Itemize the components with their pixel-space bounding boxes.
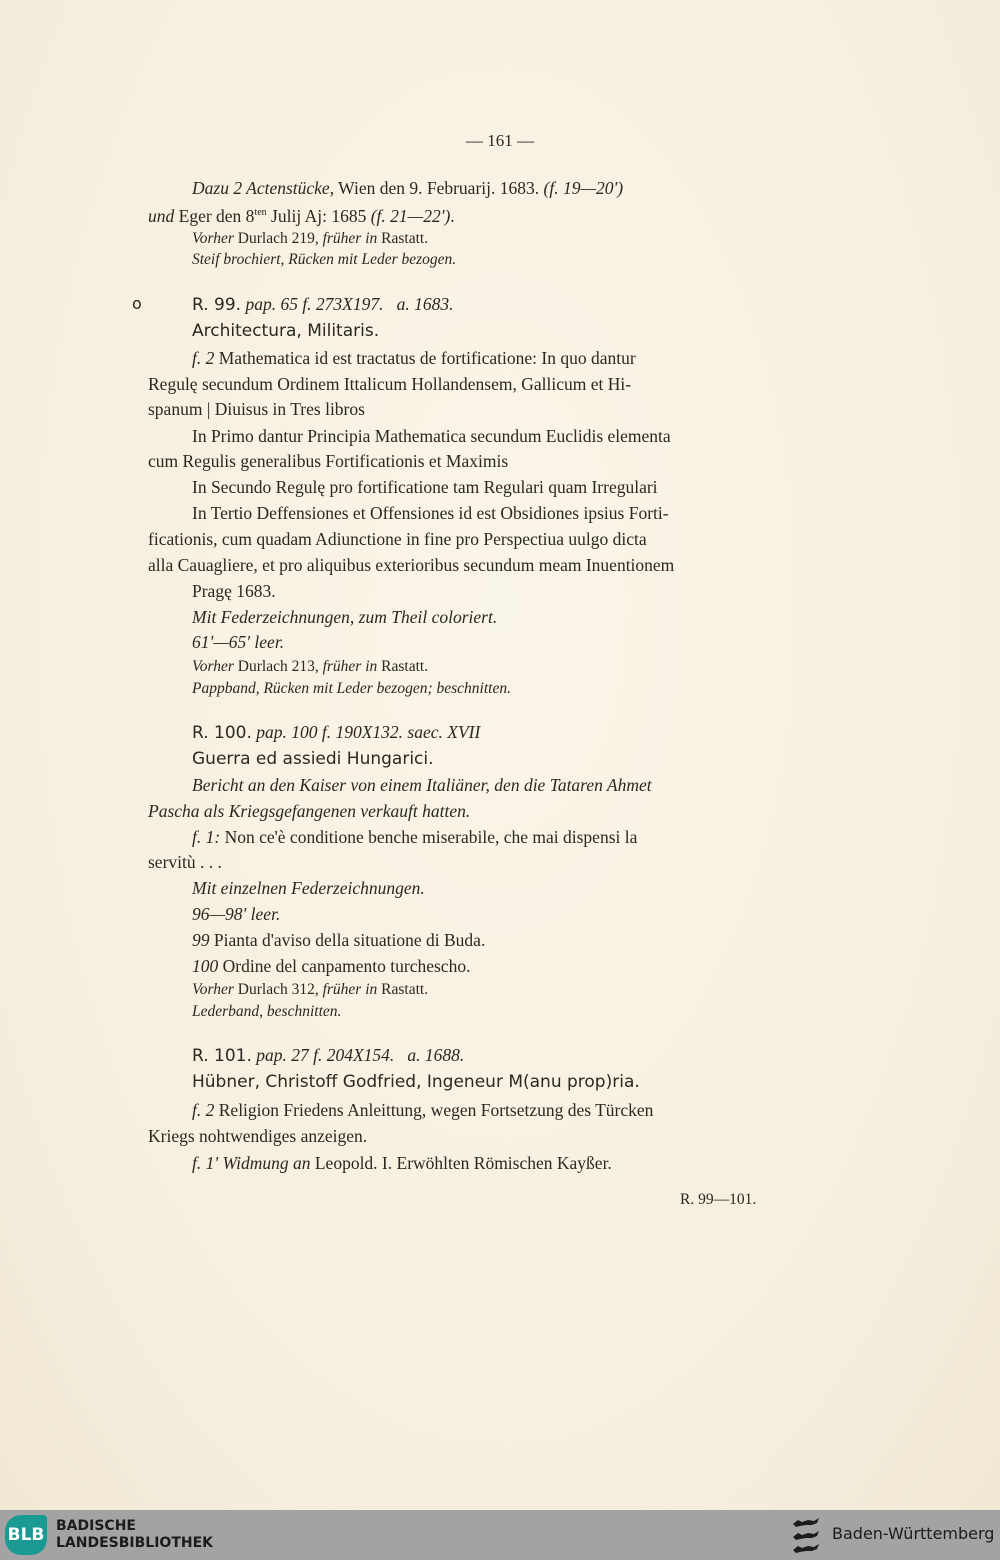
- lions-coat-of-arms-icon: [790, 1515, 822, 1555]
- entry-incipit: [192, 826, 637, 848]
- page-number: — 161 —: [466, 131, 534, 150]
- text-italic: Vorher: [192, 230, 234, 247]
- entry-note: Mit Federzeichnungen, zum Theil coloriert.: [192, 607, 498, 627]
- folio-ref: f. 2: [192, 348, 215, 368]
- entry-text-line: In Tertio Deffensiones et Offensiones id est Obsidiones ipsius Forti-: [192, 503, 669, 523]
- entry-text-line: Regulę secundum Ordinem Ittalicum Hollandensem, Gallicum et Hi-: [148, 374, 632, 394]
- margin-mark: o: [132, 294, 142, 313]
- provenance-line: [192, 979, 428, 1001]
- blb-line-2: LANDESBIBLIOTHEK: [56, 1535, 214, 1551]
- baden-wuerttemberg-wordmark[interactable]: Baden-Württemberg: [832, 1524, 995, 1543]
- entry-meta: pap. 65 f. 273X197. a. 1683.: [245, 294, 454, 314]
- entry-text-line: [192, 1099, 653, 1121]
- folio-ref: 100: [192, 956, 219, 976]
- text-italic: Dazu 2 Actenstücke: [192, 178, 330, 198]
- text: Rastatt.: [377, 230, 429, 247]
- binding-line: Steif brochiert, Rücken mit Leder bezogen.: [192, 251, 457, 268]
- continuation-line-2: [148, 202, 455, 227]
- text-italic: (f. 19—20'): [543, 178, 624, 198]
- entry-header-r100: [192, 721, 480, 744]
- entry-note: 96—98' leer.: [192, 904, 281, 924]
- superscript: ten: [254, 207, 267, 218]
- entry-text-line: ficationis, cum quadam Adiunctione in fine pro Perspectiua uulgo dicta: [148, 529, 647, 549]
- folio-ref: f. 1:: [192, 827, 221, 847]
- entry-title: Hübner, Christoff Godfried, Ingeneur M(anu prop)ria.: [192, 1072, 640, 1092]
- text: Mathematica id est tractatus de fortificatione: In quo dantur: [214, 348, 636, 368]
- binding-line: Pappband, Rücken mit Leder bezogen; beschnitten.: [192, 680, 511, 697]
- text: .: [450, 205, 455, 226]
- entry-text-line: Kriegs nohtwendiges anzeigen.: [148, 1126, 368, 1146]
- text: , Wien den 9. Februarij. 1683.: [329, 178, 544, 198]
- shelfmark: R. 101.: [192, 1046, 252, 1066]
- folio-ref: f. 1': [192, 1153, 219, 1173]
- text: Durlach 213,: [233, 658, 323, 675]
- entry-description: Pascha als Kriegsgefangenen verkauft hatten.: [148, 801, 471, 821]
- entry-text-line: [192, 1152, 612, 1174]
- text-italic: früher in: [322, 230, 378, 247]
- entry-text-line: spanum | Diuisus in Tres libros: [148, 399, 365, 419]
- shelfmark: R. 100.: [192, 723, 252, 743]
- entry-note: Mit einzelnen Federzeichnungen.: [192, 878, 425, 898]
- folio-ref: f. 2: [192, 1100, 215, 1120]
- text-italic: Vorher: [192, 981, 234, 998]
- text: Religion Friedens Anleittung, wegen Fortsetzung des Türcken: [214, 1100, 654, 1120]
- entry-item: [192, 929, 485, 951]
- text: Rastatt.: [377, 981, 429, 998]
- running-foot: R. 99—101.: [680, 1191, 757, 1208]
- provenance-line: [192, 228, 428, 250]
- entry-note: 61'—65' leer.: [192, 632, 285, 652]
- entry-incipit: servitù . . .: [148, 852, 222, 872]
- entry-meta: pap. 100 f. 190X132. saec. XVII: [256, 722, 481, 742]
- text-italic: früher in: [322, 658, 378, 675]
- continuation-line-1: [192, 177, 623, 199]
- text: Non ce'è conditione benche miserabile, che mai dispensi la: [220, 827, 638, 847]
- entry-header-r99: [192, 293, 454, 316]
- blb-line-1: BADISCHE: [56, 1518, 136, 1534]
- binding-line: Lederband, beschnitten.: [192, 1003, 342, 1020]
- blb-logo[interactable]: BLB: [5, 1515, 47, 1555]
- text: Pianta d'aviso della situatione di Buda.: [209, 930, 486, 950]
- entry-text-line: alla Cauagliere, et pro aliquibus exterioribus secundum meam Inuentionem: [148, 555, 675, 575]
- text-italic: und: [148, 205, 175, 226]
- shelfmark: R. 99.: [192, 295, 242, 315]
- text-italic: Widmung an: [218, 1153, 311, 1173]
- text: Eger den 8: [174, 205, 255, 226]
- text-italic: Vorher: [192, 658, 234, 675]
- text: Rastatt.: [377, 658, 429, 675]
- entry-header-r101: [192, 1044, 464, 1067]
- text: Ordine del canpamento turchescho.: [218, 956, 471, 976]
- text: Durlach 219,: [233, 230, 323, 247]
- entry-text-line: In Secundo Regulę pro fortificatione tam Regulari quam Irregulari: [192, 477, 658, 497]
- blb-wordmark[interactable]: [56, 1518, 213, 1552]
- entry-text-line: Pragę 1683.: [192, 581, 276, 601]
- footer-bar: [0, 1510, 1000, 1560]
- entry-text-line: cum Regulis generalibus Fortificationis et Maximis: [148, 451, 509, 471]
- entry-text-line: [192, 347, 636, 369]
- text: Durlach 312,: [233, 981, 323, 998]
- entry-meta: pap. 27 f. 204X154. a. 1688.: [256, 1045, 465, 1065]
- entry-text-line: In Primo dantur Principia Mathematica secundum Euclidis elementa: [192, 426, 671, 446]
- folio-ref: 99: [192, 930, 210, 950]
- provenance-line: [192, 656, 428, 678]
- text: Leopold. I. Erwöhlten Römischen Kayßer.: [310, 1153, 612, 1173]
- entry-item: [192, 955, 470, 977]
- text: Julij Aj: 1685: [266, 205, 371, 226]
- text-italic: früher in: [322, 981, 378, 998]
- entry-description: Bericht an den Kaiser von einem Italiäner, den die Tataren Ahmet: [192, 775, 652, 795]
- entry-title: Guerra ed assiedi Hungarici.: [192, 749, 434, 769]
- text-italic: (f. 21—22'): [370, 205, 451, 226]
- entry-title: Architectura, Militaris.: [192, 321, 380, 341]
